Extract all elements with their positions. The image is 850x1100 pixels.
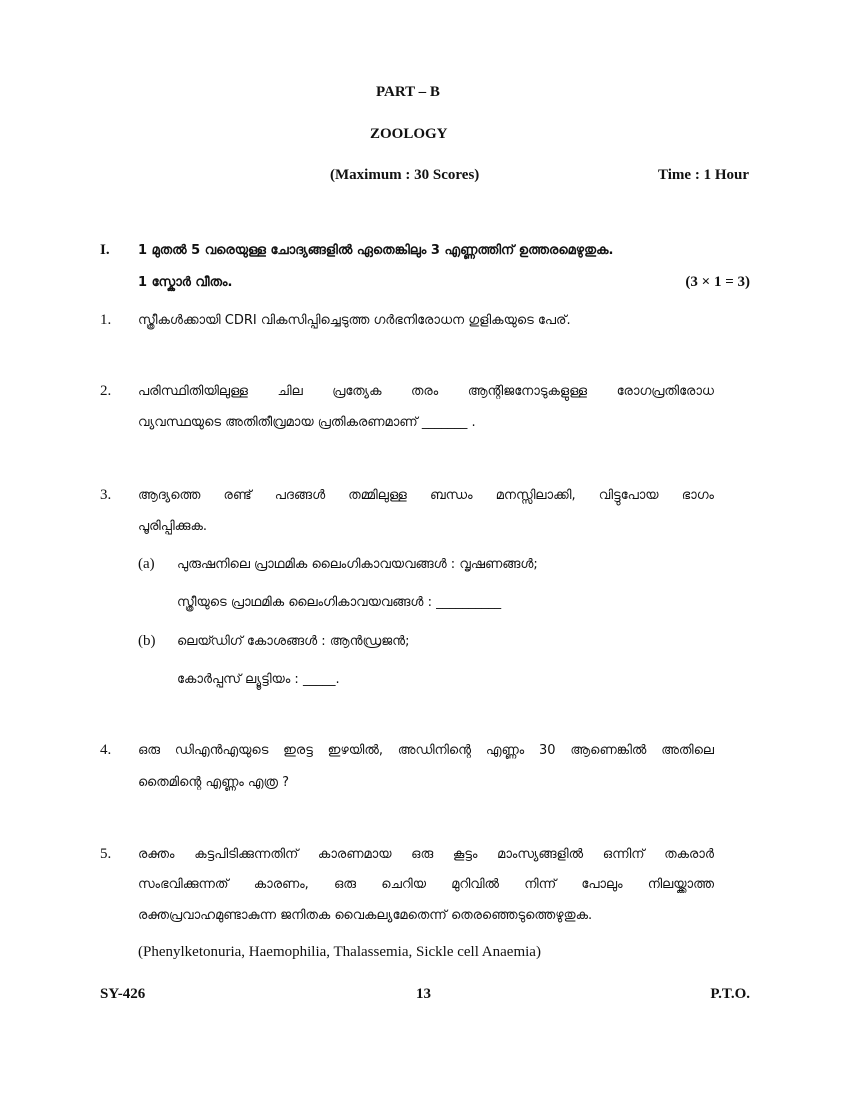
question-number: 4. — [100, 742, 112, 758]
question-number: 2. — [100, 383, 112, 399]
section-score-note: 1 സ്കോർ വീതം. — [138, 275, 233, 290]
question-text: രക്തപ്രവാഹമുണ്ടാകുന്ന ജനിതക വൈകല്യമേതെന്ന് തെരഞ്ഞെടുത്തെഴുതുക. — [138, 908, 593, 923]
answer-options: (Phenylketonuria, Haemophilia, Thalassemia, Sickle cell Anaemia) — [138, 944, 541, 960]
question-text: സ്ത്രീകൾക്കായി CDRI വികസിപ്പിച്ചെടുത്ത ഗർഭനിരോധന ഗുളികയുടെ പേര്. — [138, 313, 571, 328]
time-allowed: Time : 1 Hour — [658, 167, 749, 183]
section-instruction: 1 മുതൽ 5 വരെയുള്ള ചോദ്യങ്ങളിൽ ഏതെങ്കിലും 3 എണ്ണത്തിന് ഉത്തരമെഴുതുക. — [138, 243, 614, 258]
paper-code: SY-426 — [100, 986, 146, 1002]
sub-question-text: ലെയ്ഡിഗ് കോശങ്ങൾ : ആൻഡ്രജൻ; — [177, 634, 410, 649]
question-text: പൂരിപ്പിക്കുക. — [138, 519, 208, 534]
question-text: തൈമിന്റെ എണ്ണം എത്ര ? — [138, 775, 290, 790]
section-marks: (3 × 1 = 3) — [685, 274, 750, 290]
section-numeral: I. — [100, 242, 110, 258]
sub-question-text: സ്ത്രീയുടെ പ്രാഥമിക ലൈംഗികാവയവങ്ങൾ : __________ — [177, 595, 502, 610]
question-text: ആദ്യത്തെ രണ്ട് പദങ്ങൾ തമ്മിലുള്ള ബന്ധം മനസ്സിലാക്കി, വിട്ടുപോയ ഭാഗം — [138, 488, 714, 503]
question-text: ഒരു ഡിഎൻഎയുടെ ഇരട്ട ഇഴയിൽ, അഡിനിന്റെ എണ്ണം 30 ആണെങ്കിൽ അതിലെ — [138, 743, 714, 758]
question-text: സംഭവിക്കുന്നത് കാരണം, ഒരു ചെറിയ മുറിവിൽ നിന്ന് പോലും നിലയ്ക്കാത്ത — [138, 877, 714, 892]
part-heading: PART – B — [376, 84, 440, 100]
question-text: പരിസ്ഥിതിയിലുള്ള ചില പ്രത്യേക തരം ആന്റിജനോടുകളുള്ള രോഗപ്രതിരോധ — [138, 384, 714, 399]
question-number: 5. — [100, 846, 112, 862]
sub-question-text: കോർപ്പസ് ല്യൂട്ടിയം : _____. — [177, 672, 340, 687]
page-number: 13 — [416, 986, 431, 1002]
question-text: വ്യവസ്ഥയുടെ അതിതീവ്രമായ പ്രതികരണമാണ് _______ . — [138, 415, 476, 430]
maximum-scores: (Maximum : 30 Scores) — [330, 167, 480, 183]
question-number: 1. — [100, 312, 112, 328]
please-turn-over: P.T.O. — [710, 986, 750, 1002]
subject-heading: ZOOLOGY — [370, 126, 448, 142]
sub-question-label: (a) — [138, 556, 155, 572]
question-number: 3. — [100, 487, 112, 503]
question-text: രക്തം കട്ടപിടിക്കുന്നതിന് കാരണമായ ഒരു കൂട്ടം മാംസ്യങ്ങളിൽ ഒന്നിന് തകരാർ — [138, 847, 714, 862]
sub-question-label: (b) — [138, 633, 156, 649]
sub-question-text: പുരുഷനിലെ പ്രാഥമിക ലൈംഗികാവയവങ്ങൾ : വൃഷണങ്ങൾ; — [177, 557, 538, 572]
